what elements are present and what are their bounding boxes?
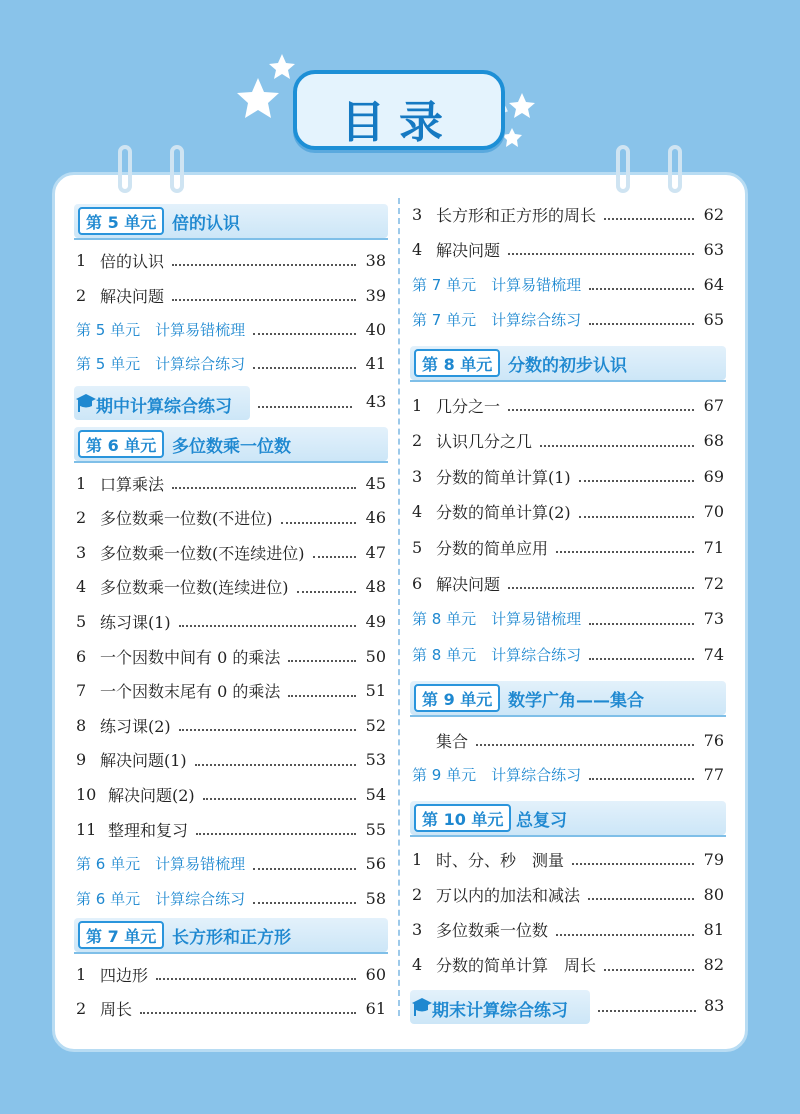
page-number: 46 [365, 508, 386, 528]
toc-entry[interactable]: 第 8 单元 计算易错梳理 73 [412, 609, 724, 629]
toc-entry[interactable]: 1 四边形 60 [76, 964, 386, 985]
toc-entry[interactable]: 2 多位数乘一位数(不进位) 46 [76, 508, 386, 529]
page-number: 38 [365, 250, 386, 270]
page-number: 43 [366, 392, 387, 411]
column-divider [398, 198, 400, 1016]
unit-badge: 第 7 单元 [78, 921, 164, 949]
page-number: 62 [703, 204, 724, 224]
toc-entry[interactable]: 2 解决问题 39 [76, 285, 386, 306]
toc-entry[interactable]: 3 长方形和正方形的周长 62 [412, 204, 724, 225]
toc-entry[interactable]: 4 多位数乘一位数(连续进位) 48 [76, 577, 386, 598]
unit-badge: 第 9 单元 [414, 684, 500, 712]
toc-entry[interactable]: 9 解决问题(1) 53 [76, 750, 386, 771]
toc-entry[interactable]: 1 口算乘法 45 [76, 473, 386, 494]
page-number: 49 [365, 611, 386, 631]
page-number: 47 [365, 542, 386, 562]
unit-title: 分数的初步认识 [508, 356, 627, 376]
page-number: 64 [703, 274, 724, 294]
toc-entry[interactable]: 集合 76 [436, 730, 724, 751]
page-number: 53 [365, 750, 386, 770]
star-icon [269, 54, 295, 79]
unit-header-9 [410, 681, 726, 715]
toc-entry[interactable]: 3 多位数乘一位数 81 [412, 920, 724, 941]
graduation-cap-icon [412, 996, 432, 1018]
page-title: 目录 [341, 97, 457, 148]
toc-entry[interactable]: 第 6 单元 计算易错梳理 56 [76, 854, 386, 874]
unit-header-5 [74, 204, 388, 238]
star-icon [502, 128, 522, 147]
unit-header-10 [410, 801, 726, 835]
page-number: 40 [365, 319, 386, 339]
page-number: 60 [365, 964, 386, 984]
toc-entry[interactable]: 6 解决问题 72 [412, 573, 724, 594]
toc-entry[interactable]: 1 时、分、秒 测量 79 [412, 849, 724, 870]
toc-entry[interactable]: 6 一个因数中间有 0 的乘法 50 [76, 646, 386, 667]
page-number: 50 [365, 646, 386, 666]
toc-entry[interactable]: 5 分数的简单应用 71 [412, 537, 724, 558]
toc-entry[interactable]: 3 分数的简单计算(1) 69 [412, 466, 724, 487]
page-number: 79 [703, 849, 724, 869]
toc-entry[interactable]: 第 5 单元 计算综合练习 41 [76, 353, 386, 373]
toc-entry[interactable]: 4 分数的简单计算(2) 70 [412, 502, 724, 523]
page-number: 55 [365, 819, 386, 839]
page-number: 83 [704, 996, 725, 1015]
title-box [293, 70, 505, 150]
page-number: 58 [365, 888, 386, 908]
page-number: 68 [703, 431, 724, 451]
star-icon [237, 78, 279, 118]
unit-title: 多位数乘一位数 [172, 437, 291, 457]
toc-entry[interactable]: 第 6 单元 计算综合练习 58 [76, 888, 386, 908]
page-number: 41 [365, 353, 386, 373]
binder-ring [616, 145, 630, 193]
toc-entry[interactable]: 第 5 单元 计算易错梳理 40 [76, 319, 386, 339]
page-number: 70 [703, 502, 724, 522]
page-number: 74 [703, 644, 724, 664]
toc-entry[interactable]: 2 认识几分之几 68 [412, 431, 724, 452]
toc-entry[interactable]: 2 周长 61 [76, 998, 386, 1019]
page-number: 48 [365, 577, 386, 597]
toc-entry[interactable]: 第 7 单元 计算综合练习 65 [412, 309, 724, 329]
toc-entry[interactable]: 第 8 单元 计算综合练习 74 [412, 644, 724, 664]
page-number: 54 [365, 784, 386, 804]
page-number: 61 [365, 998, 386, 1018]
toc-entry[interactable]: 4 解决问题 63 [412, 239, 724, 260]
unit-badge: 第 5 单元 [78, 207, 164, 235]
page-number: 82 [703, 955, 724, 975]
toc-entry[interactable]: 2 万以内的加法和减法 80 [412, 884, 724, 905]
page-number: 45 [365, 473, 386, 493]
page-number: 73 [703, 609, 724, 629]
unit-badge: 第 8 单元 [414, 349, 500, 377]
midterm-practice[interactable]: 期中计算综合练习 43 [74, 386, 388, 420]
toc-entry[interactable]: 8 练习课(2) 52 [76, 715, 386, 736]
page-number: 39 [365, 285, 386, 305]
toc-entry[interactable]: 1 倍的认识 38 [76, 250, 386, 271]
unit-title: 长方形和正方形 [172, 928, 291, 948]
final-practice[interactable]: 期末计算综合练习 83 [410, 990, 726, 1024]
toc-entry[interactable]: 7 一个因数末尾有 0 的乘法 51 [76, 681, 386, 702]
star-icon [509, 93, 535, 118]
toc-entry[interactable]: 1 几分之一 67 [412, 395, 724, 416]
unit-title: 倍的认识 [172, 214, 240, 234]
page-number: 72 [703, 573, 724, 593]
unit-badge: 第 6 单元 [78, 430, 164, 458]
toc-entry[interactable]: 第 9 单元 计算综合练习 77 [412, 764, 724, 784]
page-number: 63 [703, 239, 724, 259]
toc-entry[interactable]: 3 多位数乘一位数(不连续进位) 47 [76, 542, 386, 563]
unit-title: 总复习 [516, 811, 567, 831]
page-number: 56 [365, 854, 386, 874]
binder-ring [668, 145, 682, 193]
toc-entry[interactable]: 第 7 单元 计算易错梳理 64 [412, 274, 724, 294]
unit-header-8 [410, 346, 726, 380]
page-number: 51 [365, 681, 386, 701]
graduation-cap-icon [76, 392, 96, 414]
page-number: 69 [703, 466, 724, 486]
page-number: 71 [703, 537, 724, 557]
page-number: 81 [703, 920, 724, 940]
page-number: 80 [703, 884, 724, 904]
toc-entry[interactable]: 4 分数的简单计算 周长 82 [412, 955, 724, 976]
unit-header-7 [74, 918, 388, 952]
binder-ring [118, 145, 132, 193]
page-number: 67 [703, 395, 724, 415]
unit-header-6 [74, 427, 388, 461]
page-number: 52 [365, 715, 386, 735]
page-number: 76 [703, 730, 724, 750]
binder-ring [170, 145, 184, 193]
unit-badge: 第 10 单元 [414, 804, 511, 832]
toc-entry[interactable]: 5 练习课(1) 49 [76, 611, 386, 632]
toc-entry[interactable]: 11 整理和复习 55 [76, 819, 386, 840]
toc-entry[interactable]: 10 解决问题(2) 54 [76, 784, 386, 805]
page-number: 77 [703, 764, 724, 784]
page-number: 65 [703, 309, 724, 329]
unit-title: 数学广角——集合 [508, 691, 644, 711]
